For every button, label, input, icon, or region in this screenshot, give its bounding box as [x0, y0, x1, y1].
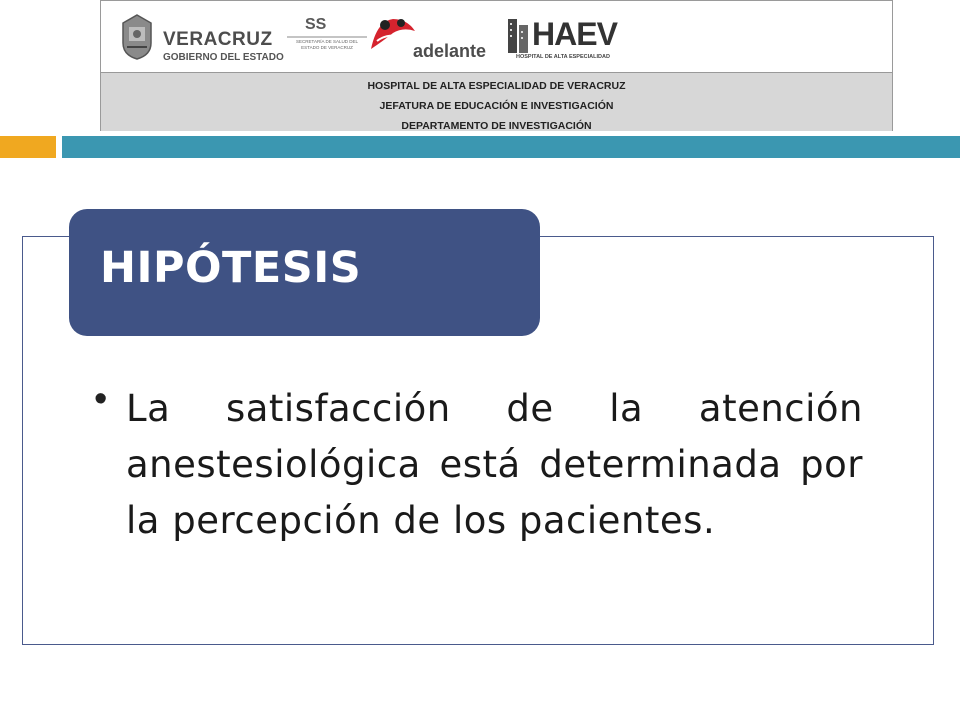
accent-bar-orange: [0, 136, 56, 158]
hypothesis-text: La satisfacción de la atención anestesiológica está determinada por la percepción de los pacientes.: [126, 387, 863, 542]
section-title-tab: [69, 209, 540, 336]
section-title: HIPÓTESIS: [100, 243, 362, 293]
header-banner: [100, 0, 893, 131]
ss-name: SS: [305, 16, 327, 33]
coat-of-arms-icon: [117, 13, 157, 61]
haev-subtitle: HOSPITAL DE ALTA ESPECIALIDAD: [516, 54, 610, 60]
institution-line-3: DEPARTAMENTO DE INVESTIGACIÓN: [401, 120, 592, 132]
ss-subtitle: SECRETARÍA DE SALUD DEL ESTADO DE VERACRUZ: [296, 39, 358, 50]
haev-name: HAEV: [532, 16, 617, 52]
bullet-icon: •: [94, 378, 108, 420]
adelante-name: adelante: [413, 41, 487, 61]
veracruz-logo: [111, 11, 284, 67]
building-icon: [506, 15, 532, 55]
veracruz-subtitle: GOBIERNO DEL ESTADO: [163, 52, 284, 63]
veracruz-name: VERACRUZ: [163, 29, 273, 50]
institution-line-1: HOSPITAL DE ALTA ESPECIALIDAD DE VERACRUZ: [367, 80, 626, 92]
institution-band: [101, 72, 892, 131]
haev-logo: [506, 11, 626, 67]
institution-line-2: JEFATURA DE EDUCACIÓN E INVESTIGACIÓN: [379, 100, 614, 112]
adelante-logo: [363, 11, 498, 67]
accent-bar-teal: [62, 136, 960, 158]
logo-row: [101, 1, 892, 71]
ss-logo: [277, 11, 367, 67]
